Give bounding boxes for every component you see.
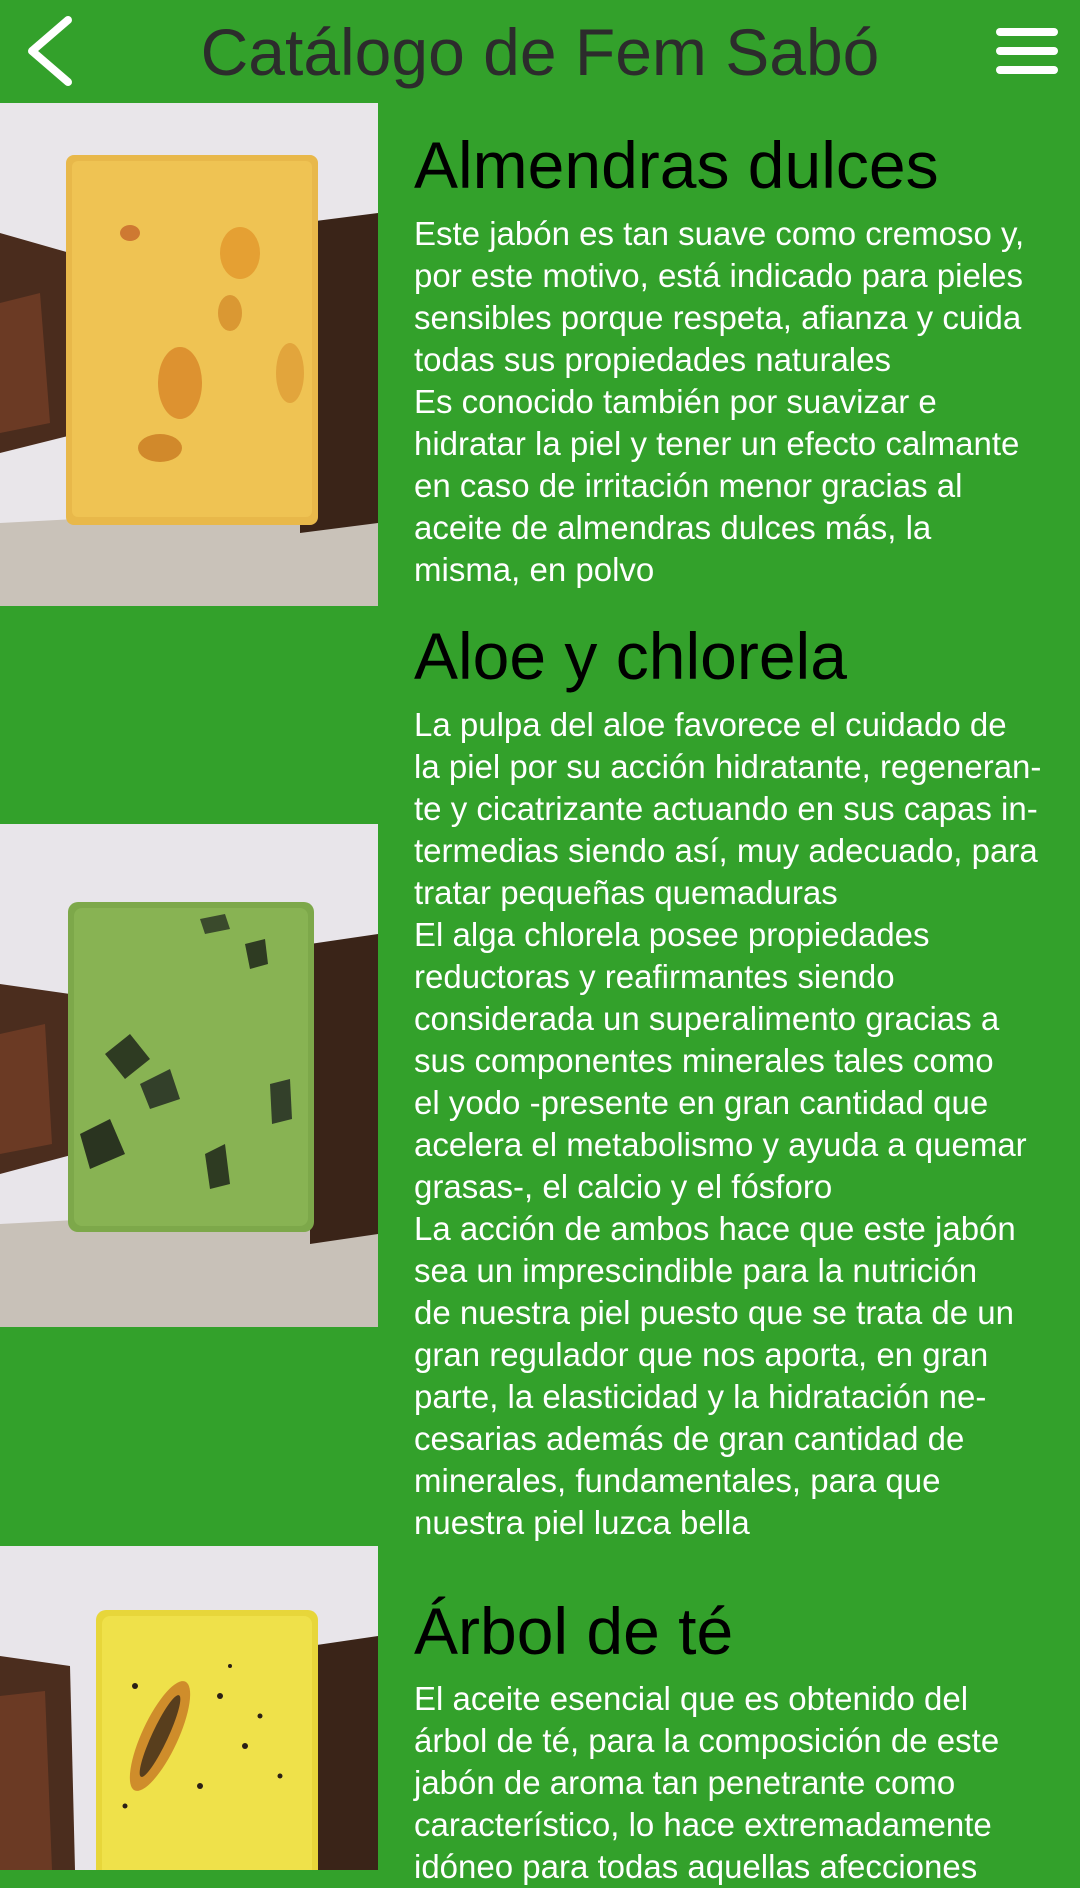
product-name: Aloe y chlorela <box>414 619 847 693</box>
description-line: gran regulador que nos aporta, en gran <box>414 1336 989 1373</box>
description-line: sensibles porque respeta, afianza y cuida <box>414 299 1022 336</box>
description-line: te y cicatrizante actuando en sus capas in- <box>414 790 1038 827</box>
product-image-aloe[interactable] <box>0 824 378 1327</box>
description-line: idóneo para todas aquellas afecciones <box>414 1848 978 1885</box>
description-line: sea un imprescindible para la nutrición <box>414 1252 978 1289</box>
description-line: el yodo -presente en gran cantidad que <box>414 1084 989 1121</box>
description-line: minerales, fundamentales, para que <box>414 1462 941 1499</box>
description-line: cesarias además de gran cantidad de <box>414 1420 965 1457</box>
description-line: de nuestra piel puesto que se trata de un <box>414 1294 1014 1331</box>
description-line: termedias siendo así, muy adecuado, para <box>414 832 1038 869</box>
description-line: tratar pequeñas quemaduras <box>414 874 838 911</box>
description-line: jabón de aroma tan penetrante como <box>414 1764 956 1801</box>
description-line: grasas-, el calcio y el fósforo <box>414 1168 833 1205</box>
description-line: reductoras y reafirmantes siendo <box>414 958 895 995</box>
description-line: El aceite esencial que es obtenido del <box>414 1680 969 1717</box>
description-line: la piel por su acción hidratante, regeneran- <box>414 748 1042 785</box>
description-line: característico, lo hace extremadamente <box>414 1806 992 1843</box>
hamburger-menu-icon <box>994 24 1062 78</box>
description-line: por este motivo, está indicado para pieles <box>414 257 1024 294</box>
menu-button[interactable] <box>994 24 1062 78</box>
description-line: misma, en polvo <box>414 551 655 588</box>
page-title: Catálogo de Fem Sabó <box>200 15 880 89</box>
description-line: parte, la elasticidad y la hidratación ne- <box>414 1378 987 1415</box>
description-line: nuestra piel luzca bella <box>414 1504 750 1541</box>
description-line: Es conocido también por suavizar e <box>414 383 937 420</box>
description-line: en caso de irritación menor gracias al <box>414 467 963 504</box>
product-description <box>414 1678 1074 1888</box>
product-image-almendras[interactable] <box>0 103 378 606</box>
description-line: considerada un superalimento gracias a <box>414 1000 1000 1037</box>
description-line: todas sus propiedades naturales <box>414 341 891 378</box>
description-line: acelera el metabolismo y ayuda a quemar <box>414 1126 1027 1163</box>
product-description <box>414 213 1074 591</box>
description-line: La acción de ambos hace que este jabón <box>414 1210 1016 1247</box>
description-line: hidratar la piel y tener un efecto calmante <box>414 425 1020 462</box>
description-line: La pulpa del aloe favorece el cuidado de <box>414 706 1007 743</box>
product-name: Árbol de té <box>414 1594 734 1668</box>
description-line: árbol de té, para la composición de este <box>414 1722 1000 1759</box>
description-line: El alga chlorela posee propiedades <box>414 916 930 953</box>
product-image-arbol-de-te[interactable] <box>0 1546 378 1870</box>
description-line: Este jabón es tan suave como cremoso y, <box>414 215 1025 252</box>
description-line: sus componentes minerales tales como <box>414 1042 994 1079</box>
app-header <box>0 0 1080 103</box>
product-name: Almendras dulces <box>414 128 939 202</box>
description-line: aceite de almendras dulces más, la <box>414 509 932 546</box>
product-description <box>414 704 1074 1544</box>
